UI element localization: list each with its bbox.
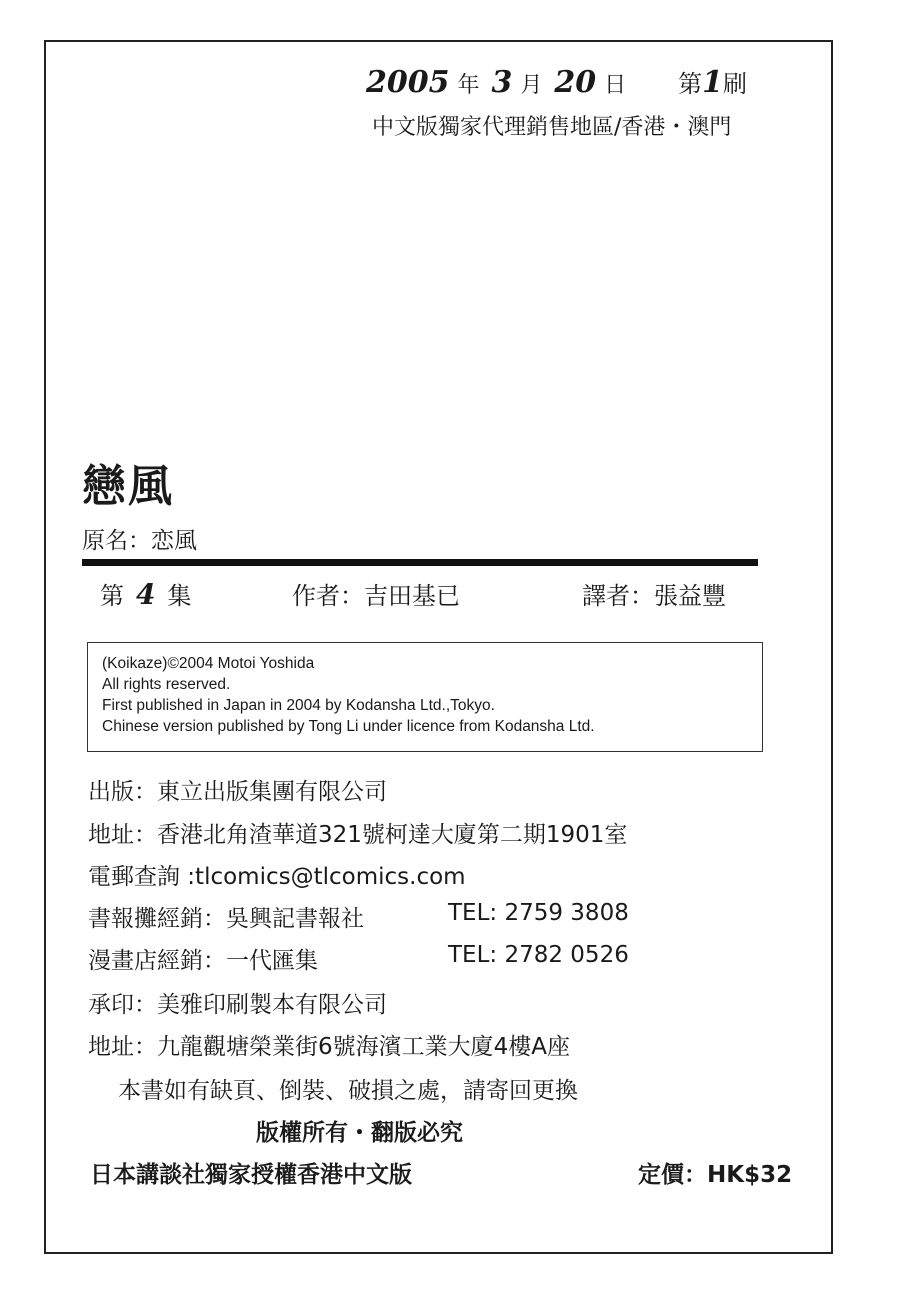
print-month: 3: [491, 65, 513, 100]
volume-num: 4: [136, 578, 156, 611]
month-unit: 月: [520, 73, 543, 98]
volume-number: [100, 576, 191, 611]
publisher-line: 出版：東立出版集團有限公司: [88, 779, 387, 805]
copyright-line: First published in Japan in 2004 by Kodansha Ltd.,Tokyo.: [102, 697, 495, 714]
volume-prefix: 第: [100, 582, 124, 610]
copyright-line: Chinese version published by Tong Li under licence from Kodansha Ltd.: [102, 718, 595, 735]
comic-store-tel: TEL: 2782 0526: [448, 942, 629, 968]
email-contact: 電郵查詢 :tlcomics@tlcomics.com: [88, 864, 466, 890]
translator-credit: 譯者：張益豐: [582, 582, 726, 610]
volume-suffix: 集: [167, 582, 192, 610]
copyright-box: [87, 642, 763, 752]
comic-store-label: 漫畫店經銷：一代匯集: [88, 948, 318, 974]
year-unit: 年: [457, 73, 480, 98]
book-title: 戀風: [82, 461, 174, 512]
print-year: 2005: [366, 65, 450, 100]
copyright-line: All rights reserved.: [102, 676, 231, 693]
copyright-line: (Koikaze)©2004 Motoi Yoshida: [102, 655, 315, 672]
distribution-region: 中文版獨家代理銷售地區/香港・澳門: [372, 115, 732, 140]
newsstand-distributor: [88, 900, 708, 933]
license-statement: 日本講談社獨家授權香港中文版: [90, 1162, 412, 1188]
day-unit: 日: [604, 73, 627, 98]
price-label: 定價：HK$32: [638, 1162, 793, 1188]
printer-line: 承印：美雅印刷製本有限公司: [88, 992, 387, 1018]
original-title: 原名：恋風: [82, 528, 197, 554]
comic-store-distributor: [88, 942, 708, 975]
edition-prefix: 第: [678, 70, 703, 98]
title-divider: [82, 559, 758, 566]
edition-number: 1: [702, 65, 724, 100]
newsstand-tel: TEL: 2759 3808: [448, 900, 629, 926]
defect-notice: 本書如有缺頁、倒裝、破損之處，請寄回更換: [118, 1078, 578, 1104]
author-credit: 作者：吉田基已: [292, 582, 460, 610]
printer-address: 地址：九龍觀塘榮業街6號海濱工業大廈4樓A座: [88, 1034, 571, 1060]
edition-suffix: 刷: [723, 70, 748, 98]
rights-reserved: 版權所有・翻版必究: [256, 1120, 463, 1146]
print-date-line: [366, 64, 747, 100]
newsstand-label: 書報攤經銷：吳興記書報社: [88, 906, 364, 932]
publisher-address: 地址：香港北角渣華道321號柯達大廈第二期1901室: [88, 822, 628, 848]
print-day: 20: [554, 65, 597, 100]
